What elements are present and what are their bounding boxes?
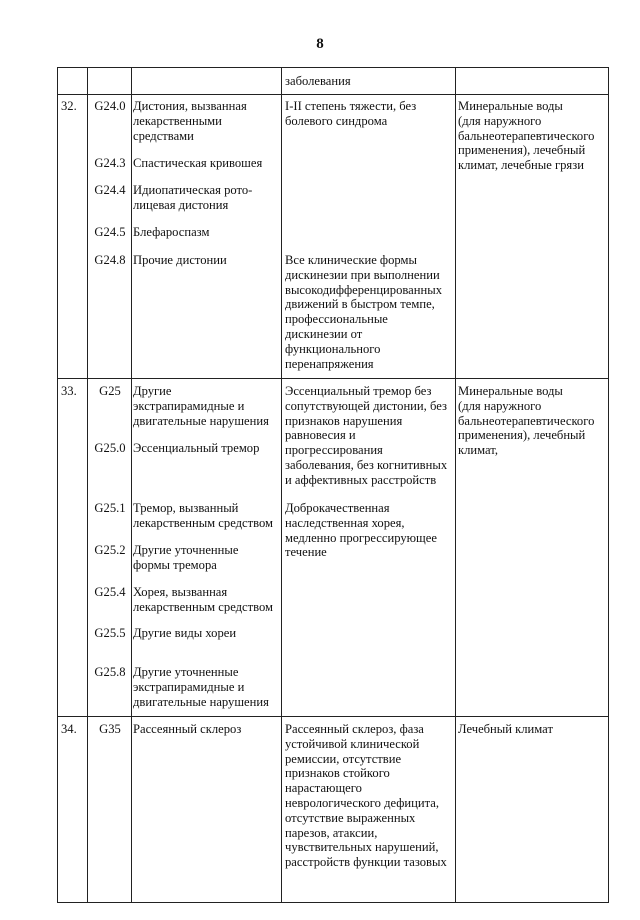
column-divider (281, 68, 282, 902)
continuation-condition: заболевания (285, 74, 351, 88)
disease-name: Другие уточненные формы тремора (133, 543, 239, 572)
icd-code: G25.4 (94, 585, 126, 599)
disease-name: Прочие дистонии (133, 253, 227, 267)
row-divider (58, 378, 608, 379)
icd-code: G25.2 (94, 543, 126, 557)
disease-name: Спастическая кривошея (133, 156, 263, 170)
disease-table (57, 67, 609, 903)
page-number: 8 (316, 36, 324, 52)
icd-code: G25.5 (94, 626, 126, 640)
disease-name: Идиопатическая рото- лицевая дистония (133, 183, 253, 212)
disease-name: Другие виды хореи (133, 626, 237, 640)
condition-text: Все клинические формы дискинезии при выполнении высокодифференцированных движений в быстром темпе, профессиональные дискинезии от функционального перенапряжения (285, 253, 442, 371)
condition-text: Рассеянный склероз, фаза устойчивой клинической ремиссии, отсутствие признаков стойкого нарастающего неврологического дефицита, отсутствие выраженных парезов, атаксии, чувствительных нарушений, расстройств функции тазовых (285, 722, 447, 870)
icd-code: G25 (99, 384, 121, 398)
disease-name: Блефароспазм (133, 225, 210, 239)
condition-text: Эссенциальный тремор без сопутствующей дистонии, без признаков нарушения равновесия и прогрессирования заболевания, без когнитивных и аффективных расстройств (285, 384, 448, 487)
column-divider (455, 68, 456, 902)
icd-code: G24.4 (94, 183, 126, 197)
icd-code: G35 (99, 722, 121, 736)
disease-name: Тремор, вызванный лекарственным средством (133, 501, 274, 530)
row-divider (58, 94, 608, 95)
treatment-text: Минеральные воды (для наружного бальнеотерапевтического применения), лечебный климат, (458, 384, 595, 458)
disease-name: Эссенциальный тремор (133, 441, 260, 455)
treatment-text: Минеральные воды (для наружного бальнеотерапевтического применения), лечебный климат, лечебные грязи (458, 99, 595, 173)
disease-name: Хорея, вызванная лекарственным средством (133, 585, 274, 614)
disease-name: Другие экстрапирамидные и двигательные нарушения (133, 384, 269, 428)
icd-code: G25.0 (94, 441, 126, 455)
condition-text: Доброкачественная наследственная хорея, медленно прогрессирующее течение (285, 501, 437, 560)
icd-code: G24.0 (94, 99, 126, 113)
condition-text: I-II степень тяжести, без болевого синдрома (285, 99, 417, 128)
row-number: 33. (61, 384, 77, 398)
disease-name: Дистония, вызванная лекарственными средствами (133, 99, 247, 143)
row-number: 34. (61, 722, 77, 736)
disease-name: Рассеянный склероз (133, 722, 242, 736)
icd-code: G24.5 (94, 225, 126, 239)
row-divider (58, 716, 608, 717)
icd-code: G25.1 (94, 501, 126, 515)
disease-name: Другие уточненные экстрапирамидные и двигательные нарушения (133, 665, 269, 709)
icd-code: G24.3 (94, 156, 126, 170)
icd-code: G24.8 (94, 253, 126, 267)
treatment-text: Лечебный климат (458, 722, 553, 736)
row-number: 32. (61, 99, 77, 113)
icd-code: G25.8 (94, 665, 126, 679)
